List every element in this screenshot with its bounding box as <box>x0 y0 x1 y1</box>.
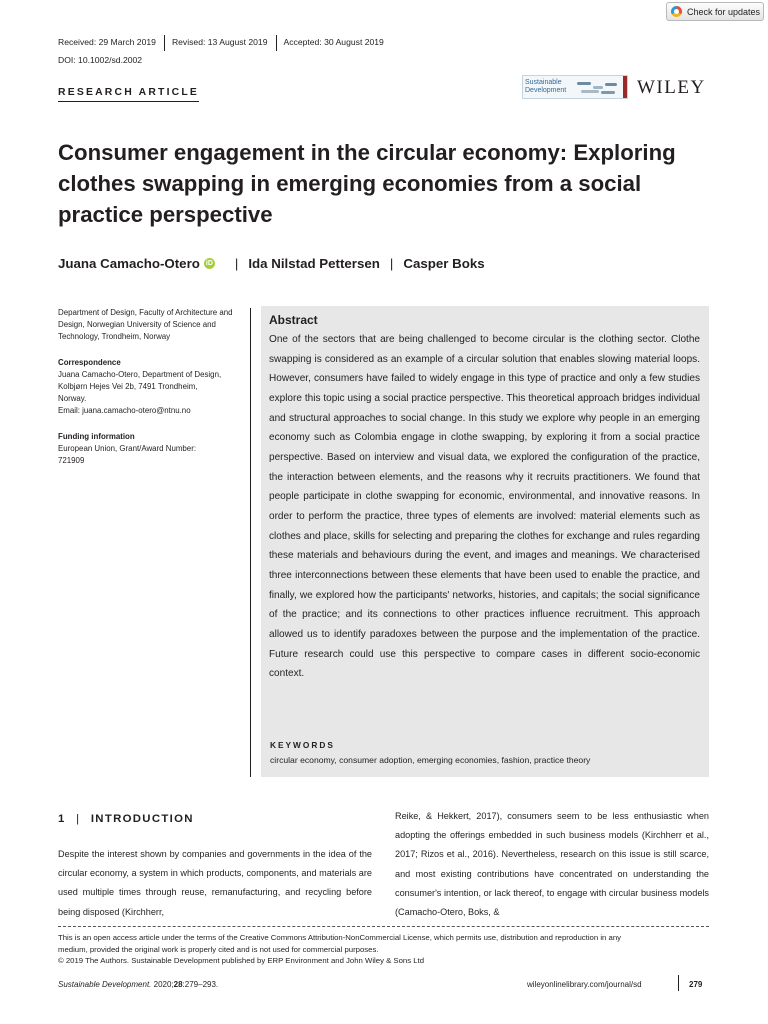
correspondence-line: Kolbjørn Hejes Vei 2b, 7491 Trondheim, <box>58 382 198 391</box>
keywords: circular economy, consumer adoption, emerging economies, fashion, practice theory <box>270 755 591 765</box>
section-title: INTRODUCTION <box>90 813 194 825</box>
date-divider <box>276 35 277 51</box>
author-separator: | <box>234 256 239 271</box>
doi[interactable]: DOI: 10.1002/sd.2002 <box>58 55 143 65</box>
footnote-divider <box>58 926 709 927</box>
author-2[interactable]: Ida Nilstad Pettersen <box>248 256 380 271</box>
article-title: Consumer engagement in the circular economy: Exploring clothes swapping in emerging economies from a social practice perspective <box>58 140 676 227</box>
footer-year: 2020; <box>151 980 174 989</box>
abstract-heading: Abstract <box>269 313 318 327</box>
body-text-left-column: Despite the interest shown by companies and governments in the idea of the circular economy, a system in which products, components, and materials are used multiple times through reuse, remanufacturing, and recycling before being disposed (Kirchherr, <box>58 849 372 917</box>
journal-logo-accent <box>623 76 627 98</box>
publisher-logo: WILEY <box>637 77 706 98</box>
footer-journal: Sustainable Development. <box>58 980 152 989</box>
footer-volume: 28 <box>173 980 183 989</box>
author-separator: | <box>389 256 394 271</box>
journal-logo <box>522 75 628 99</box>
crossmark-icon <box>671 6 682 17</box>
license-notice <box>58 932 709 967</box>
section-separator: | <box>76 813 81 825</box>
accepted-date: Accepted: 30 August 2019 <box>283 37 384 47</box>
orcid-icon[interactable]: iD <box>205 260 213 267</box>
journal-logo-art-icon <box>575 78 623 96</box>
section-heading-introduction <box>58 813 194 825</box>
author-1[interactable]: Juana Camacho-Otero <box>58 256 200 271</box>
funding-line: European Union, Grant/Award Number: <box>58 444 197 453</box>
citation-footer <box>58 980 218 989</box>
check-for-updates-button[interactable] <box>666 2 764 21</box>
funding-heading: Funding information <box>58 432 135 441</box>
correspondence-heading: Correspondence <box>58 358 121 367</box>
author-3[interactable]: Casper Boks <box>403 256 485 271</box>
correspondence <box>58 357 244 417</box>
funding-info <box>58 431 244 467</box>
license-line: This is an open access article under the terms of the Creative Commons Attribution-NonCommercial License, which permits use, distribution and reproduction in any <box>58 933 621 942</box>
copyright-line: © 2019 The Authors. Sustainable Development published by ERP Environment and John Wiley & Sons Ltd <box>58 956 425 965</box>
article-type: RESEARCH ARTICLE <box>58 87 199 102</box>
article-info-sidebar <box>58 307 244 481</box>
license-line: medium, provided the original work is properly cited and is not used for commercial purposes. <box>58 944 379 954</box>
correspondence-line: Juana Camacho-Otero, Department of Design, <box>58 370 222 379</box>
journal-logo-text: Sustainable Development <box>525 79 567 94</box>
keywords-heading: KEYWORDS <box>270 740 335 750</box>
footer-pages: :279–293. <box>182 980 219 989</box>
correspondence-line: Norway. <box>58 394 87 403</box>
abstract-body: One of the sectors that are being challenged to become circular is the clothing sector. Clothe swapping is considered as an example of a circular solution that enables slowing material loops. However, consumers have failed to widely engage in this type of practice and only a few studies explore this topic using a social practice perspective. This theoretical approach bridges individual and structural approaches to social change. In this study we explore why people in an emerging economy such as Colombia engage in clothe swapping, by exploring it from a social practice perspective. Based on interview and visual data, we explored the configuration of the practice, the interaction between elements, and the reasons why it recruits practitioners. We found that people participate in clothe swapping for economic, environmental, and innovative reasons. In order to perform the practice, three types of elements are involved: material elements such as clothes and place, skills for selecting and preparing the clothes for exchange and rules regarding these materials and behaviours during the event, and images and meanings. We characterised three interconnections between these elements that have been used to enable the practice, and finally, we explored how the participants' networks, histories, and capitals; the social significance of the practice; and its connections to other practices influence recruitment. This approach allowed us to identify paradoxes between the purpose and the implementation of the practice. Future research could use this perspective to compare cases in different socio-economic context. <box>269 334 700 680</box>
affiliation: Department of Design, Faculty of Architecture and Design, Norwegian University of Science and Technology, Trondheim, Norway <box>58 308 233 341</box>
journal-url[interactable]: wileyonlinelibrary.com/journal/sd <box>527 980 642 989</box>
page-number: 279 <box>689 980 703 989</box>
footer-divider <box>678 975 679 991</box>
revised-date: Revised: 13 August 2019 <box>171 37 268 47</box>
check-for-updates-label: Check for updates <box>687 6 761 17</box>
body-text-right-column: Reike, & Hekkert, 2017), consumers seem to be less enthusiastic when adopting the offerings embedded in such business models (Kirchherr et al., 2017; Rizos et al., 2016). Nevertheless, research on this issue is still scarce, and most existing contributions have concentrated on understanding the consumer's intention, or lack thereof, to engage with circular business models (Camacho-Otero, Boks, & <box>395 811 709 918</box>
sidebar-divider <box>250 308 251 777</box>
date-divider <box>164 35 165 51</box>
article-dates <box>58 37 384 51</box>
correspondence-email[interactable]: Email: juana.camacho-otero@ntnu.no <box>58 406 191 415</box>
received-date: Received: 29 March 2019 <box>58 37 156 47</box>
author-list <box>58 256 485 271</box>
section-number: 1 <box>58 813 66 825</box>
funding-line: 721909 <box>58 456 85 465</box>
abstract-box <box>261 306 709 777</box>
